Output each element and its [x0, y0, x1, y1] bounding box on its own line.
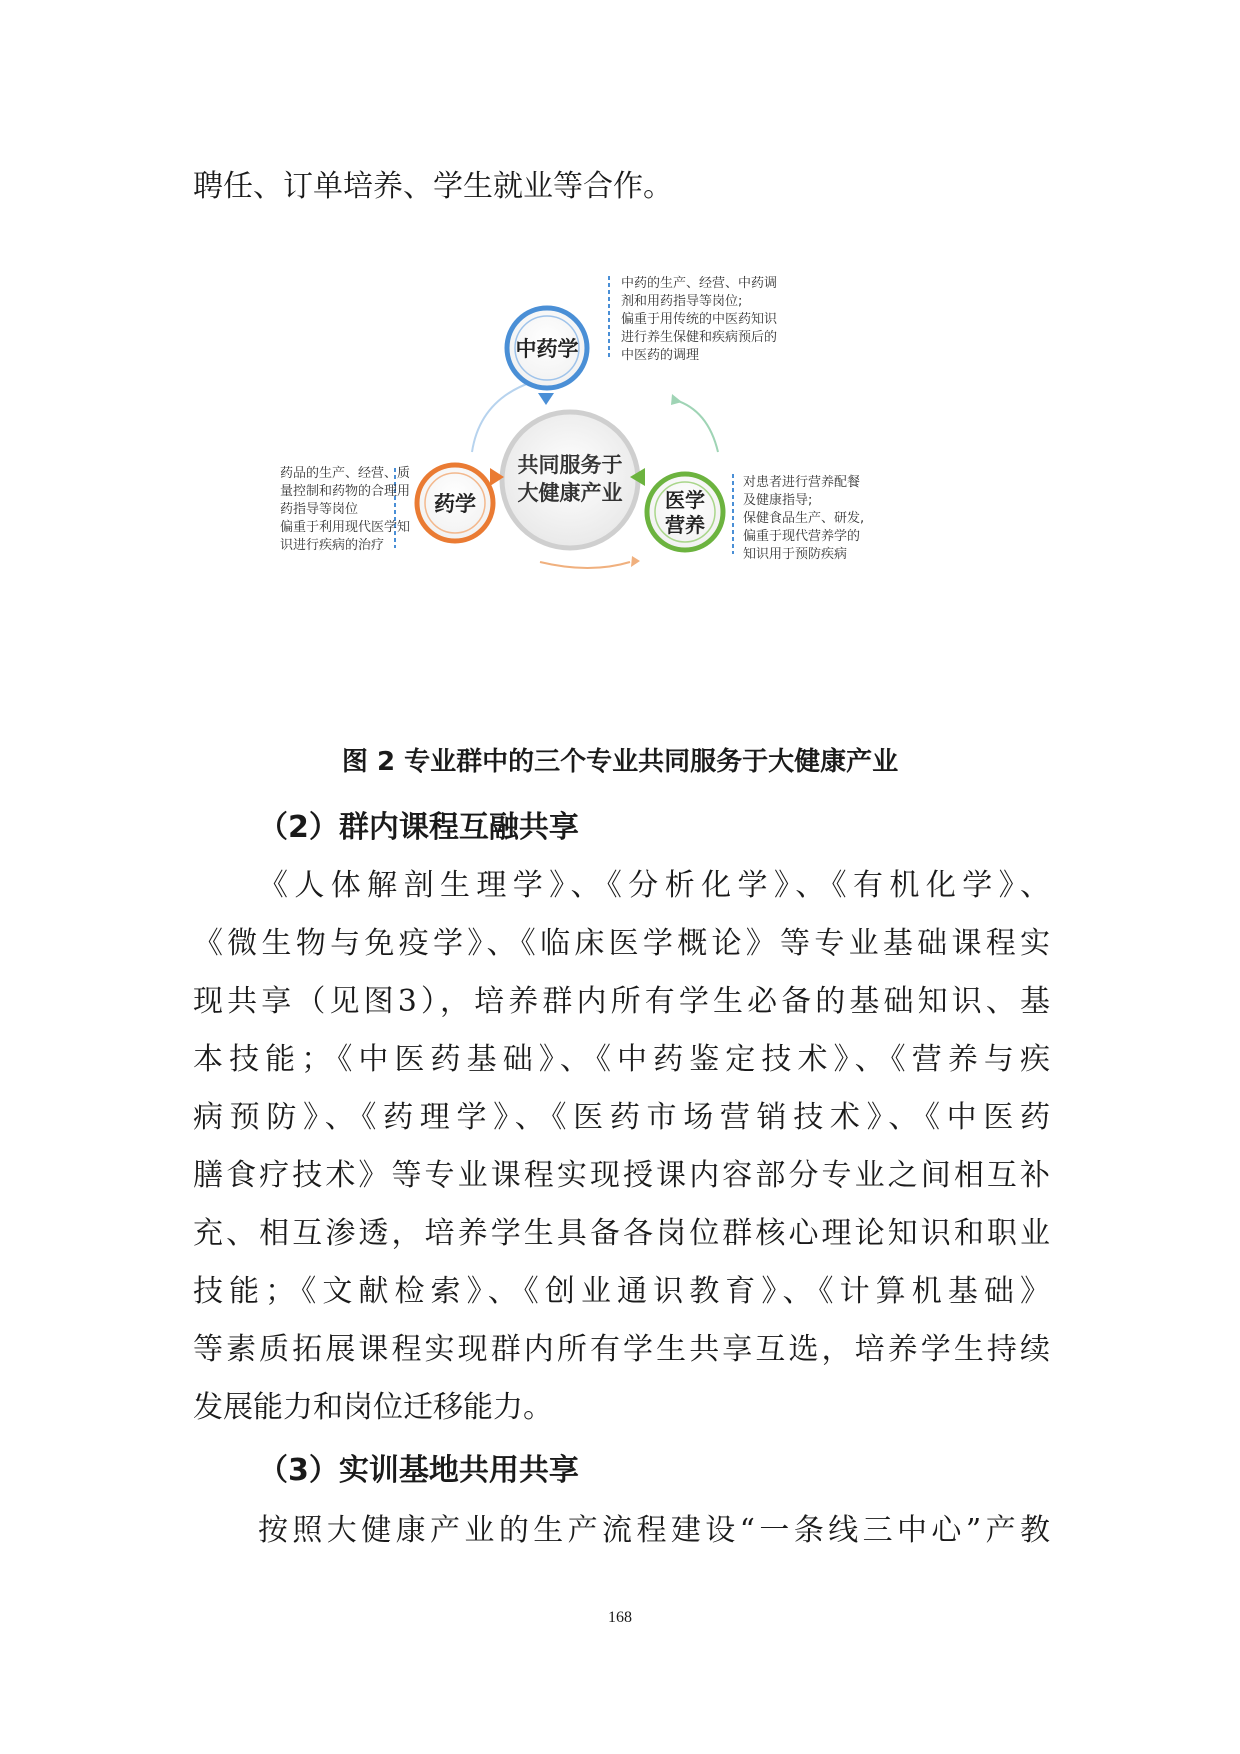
desc-right-line-5: 知识用于预防疾病	[743, 547, 848, 562]
flow-arrow-bottom	[540, 562, 630, 568]
body-line: 等素质拓展课程实现群内所有学生共享互选，培养学生持续	[193, 1332, 1050, 1367]
desc-top-line-5: 中医药的调理	[621, 348, 700, 363]
desc-right-line-4: 偏重于现代营养学的	[743, 529, 861, 544]
flow-arrow-bottom-head	[631, 556, 640, 567]
desc-right-line-3: 保健食品生产、研发,	[743, 511, 865, 526]
body-line: 本技能；《中医药基础》、《中药鉴定技术》、《营养与疾	[193, 1042, 1050, 1077]
body-line: 现共享（见图3），培养群内所有学生必备的基础知识、基	[193, 984, 1050, 1019]
node-right-ring	[647, 474, 723, 550]
body-line: 膳食疗技术》等专业课程实现授课内容部分专业之间相互补	[193, 1158, 1050, 1193]
desc-left-line-4: 偏重于利用现代医学知	[280, 520, 411, 535]
desc-right-line-2: 及健康指导;	[743, 493, 813, 508]
desc-left-line-2: 量控制和药物的合理用	[280, 484, 411, 499]
body-line: 充、相互渗透，培养学生具备各岗位群核心理论知识和职业	[193, 1216, 1050, 1251]
desc-left-line-1: 药品的生产、经营、质	[280, 466, 411, 481]
body-line: 发展能力和岗位迁移能力。	[193, 1390, 553, 1425]
desc-left-line-5: 识进行疾病的治疗	[280, 538, 385, 553]
industry-service-diagram	[280, 262, 960, 592]
node-right-label-line-2: 营养	[665, 513, 705, 537]
desc-top-line-1: 中药的生产、经营、中药调	[621, 276, 778, 291]
intro-text-line: 聘任、订单培养、学生就业等合作。	[193, 169, 673, 204]
body-line: 技能；《文献检索》、《创业通识教育》、《计算机基础》	[193, 1274, 1050, 1309]
node-left-label: 药学	[434, 492, 476, 516]
center-circle	[502, 412, 638, 548]
page-number: 168	[608, 1609, 632, 1626]
section-2-heading: （2）群内课程互融共享	[258, 810, 579, 845]
node-right-label-line-1: 医学	[665, 488, 705, 512]
desc-left-line-3: 药指导等岗位	[280, 502, 359, 517]
section-3-heading: （3）实训基地共用共享	[258, 1453, 579, 1488]
desc-right-line-1: 对患者进行营养配餐	[743, 475, 861, 490]
flow-arrow-right	[675, 400, 718, 452]
center-label-line-2: 大健康产业	[517, 481, 623, 505]
desc-top-line-3: 偏重于用传统的中医药知识	[621, 312, 778, 327]
center-label-line-1: 共同服务于	[517, 453, 623, 477]
desc-top-line-4: 进行养生保健和疾病预后的	[621, 330, 778, 345]
node-top-label: 中药学	[515, 337, 579, 361]
body-line: 《微生物与免疫学》、《临床医学概论》等专业基础课程实	[193, 926, 1050, 961]
body-line: 病预防》、《药理学》、《医药市场营销技术》、《中医药	[193, 1100, 1050, 1135]
desc-top-line-2: 剂和用药指导等岗位;	[621, 294, 743, 309]
flow-arrow-right-head	[671, 394, 682, 405]
pointer-top	[538, 393, 554, 405]
figure-caption: 图 2 专业群中的三个专业共同服务于大健康产业	[341, 747, 899, 777]
body-line: 《人体解剖生理学》、《分析化学》、《有机化学》、	[258, 868, 1050, 903]
body-line: 按照大健康产业的生产流程建设“一条线三中心”产教	[258, 1513, 1050, 1548]
